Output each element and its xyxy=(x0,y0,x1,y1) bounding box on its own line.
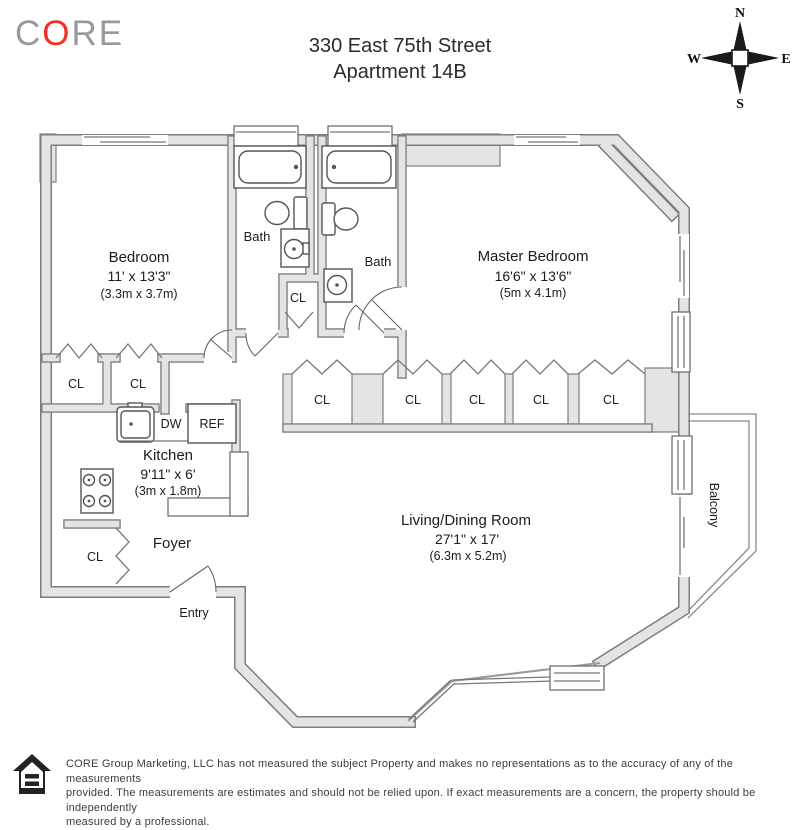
bay-diagonal-window xyxy=(409,680,455,722)
address-line: 330 East 75th Street xyxy=(308,35,492,57)
master-bedroom-size: 16'6" x 13'6" xyxy=(494,268,572,284)
living-dining-metric: (6.3m x 5.2m) xyxy=(429,549,507,563)
toilet-1 xyxy=(265,197,307,229)
bay-horizontal-window xyxy=(452,677,553,684)
closet-label: CL xyxy=(603,393,619,407)
master-bedroom-label: Master Bedroom xyxy=(477,248,589,265)
bath2-label: Bath xyxy=(364,254,392,269)
closet-label: CL xyxy=(533,393,549,407)
closet-label: CL xyxy=(130,377,146,391)
kitchen-label: Kitchen xyxy=(142,447,194,464)
closet-label: CL xyxy=(314,393,330,407)
bath-sink-2 xyxy=(324,269,352,302)
logo-letter-r: R xyxy=(71,14,99,53)
bath1-window xyxy=(234,126,298,146)
closet-label: CL xyxy=(469,393,485,407)
disclaimer-text xyxy=(66,753,792,830)
master-framed-window xyxy=(672,312,690,372)
foyer-label: Foyer xyxy=(152,535,192,552)
bathtub-1 xyxy=(234,146,306,188)
balcony-outline xyxy=(688,414,756,618)
bath-sink-1 xyxy=(281,229,309,267)
door-openings xyxy=(170,234,692,599)
stove xyxy=(81,469,113,513)
refrigerator-label: REF xyxy=(199,417,225,431)
balcony-label: Balcony xyxy=(707,482,721,528)
bedroom-size: 11' x 13'3" xyxy=(107,268,171,284)
toilet-2 xyxy=(322,203,358,235)
dishwasher-label: DW xyxy=(160,417,182,431)
compass-east-label: E xyxy=(781,52,791,67)
logo-letter-o: O xyxy=(42,14,72,53)
master-bedroom-metric: (5m x 4.1m) xyxy=(499,286,567,300)
kitchen-metric: (3m x 1.8m) xyxy=(134,484,202,498)
bath2-window xyxy=(328,126,392,146)
bedroom-label: Bedroom xyxy=(108,249,170,266)
compass-north-label: N xyxy=(734,6,746,21)
living-dining-label: Living/Dining Room xyxy=(400,512,532,529)
compass-west-label: W xyxy=(687,52,701,67)
bath1-label: Bath xyxy=(243,229,271,244)
master-bedroom-door xyxy=(359,287,402,330)
living-dining-size: 27'1" x 17' xyxy=(434,531,500,547)
logo-letter-e: E xyxy=(98,14,125,53)
compass-rose xyxy=(687,6,791,112)
entry-label: Entry xyxy=(179,606,209,620)
compass-south-label: S xyxy=(736,97,744,112)
kitchen-size: 9'11" x 6' xyxy=(140,466,196,482)
closet-label: CL xyxy=(68,377,84,391)
apartment-line: Apartment 14B xyxy=(333,61,467,83)
kitchen-sink xyxy=(117,403,154,442)
closet-label: CL xyxy=(290,291,306,305)
disclaimer-line: provided. The measurements are estimates and should not be relied upon. If exact measurements are a concern, the property should be independently xyxy=(66,787,756,814)
bay-framed-window xyxy=(550,666,604,690)
closet-label: CL xyxy=(405,393,421,407)
equal-housing-icon xyxy=(12,753,52,795)
bedroom-metric: (3.3m x 3.7m) xyxy=(100,287,178,301)
closet-label: CL xyxy=(87,550,103,564)
footer xyxy=(12,753,792,830)
bathtub-2 xyxy=(322,146,396,188)
disclaimer-line: measured by a professional. xyxy=(66,816,210,828)
disclaimer-line: CORE Group Marketing, LLC has not measured the subject Property and makes no representations as to the accuracy of any of the measurements xyxy=(66,758,734,785)
living-framed-window xyxy=(672,436,692,494)
logo-letter-c: C xyxy=(15,14,43,53)
